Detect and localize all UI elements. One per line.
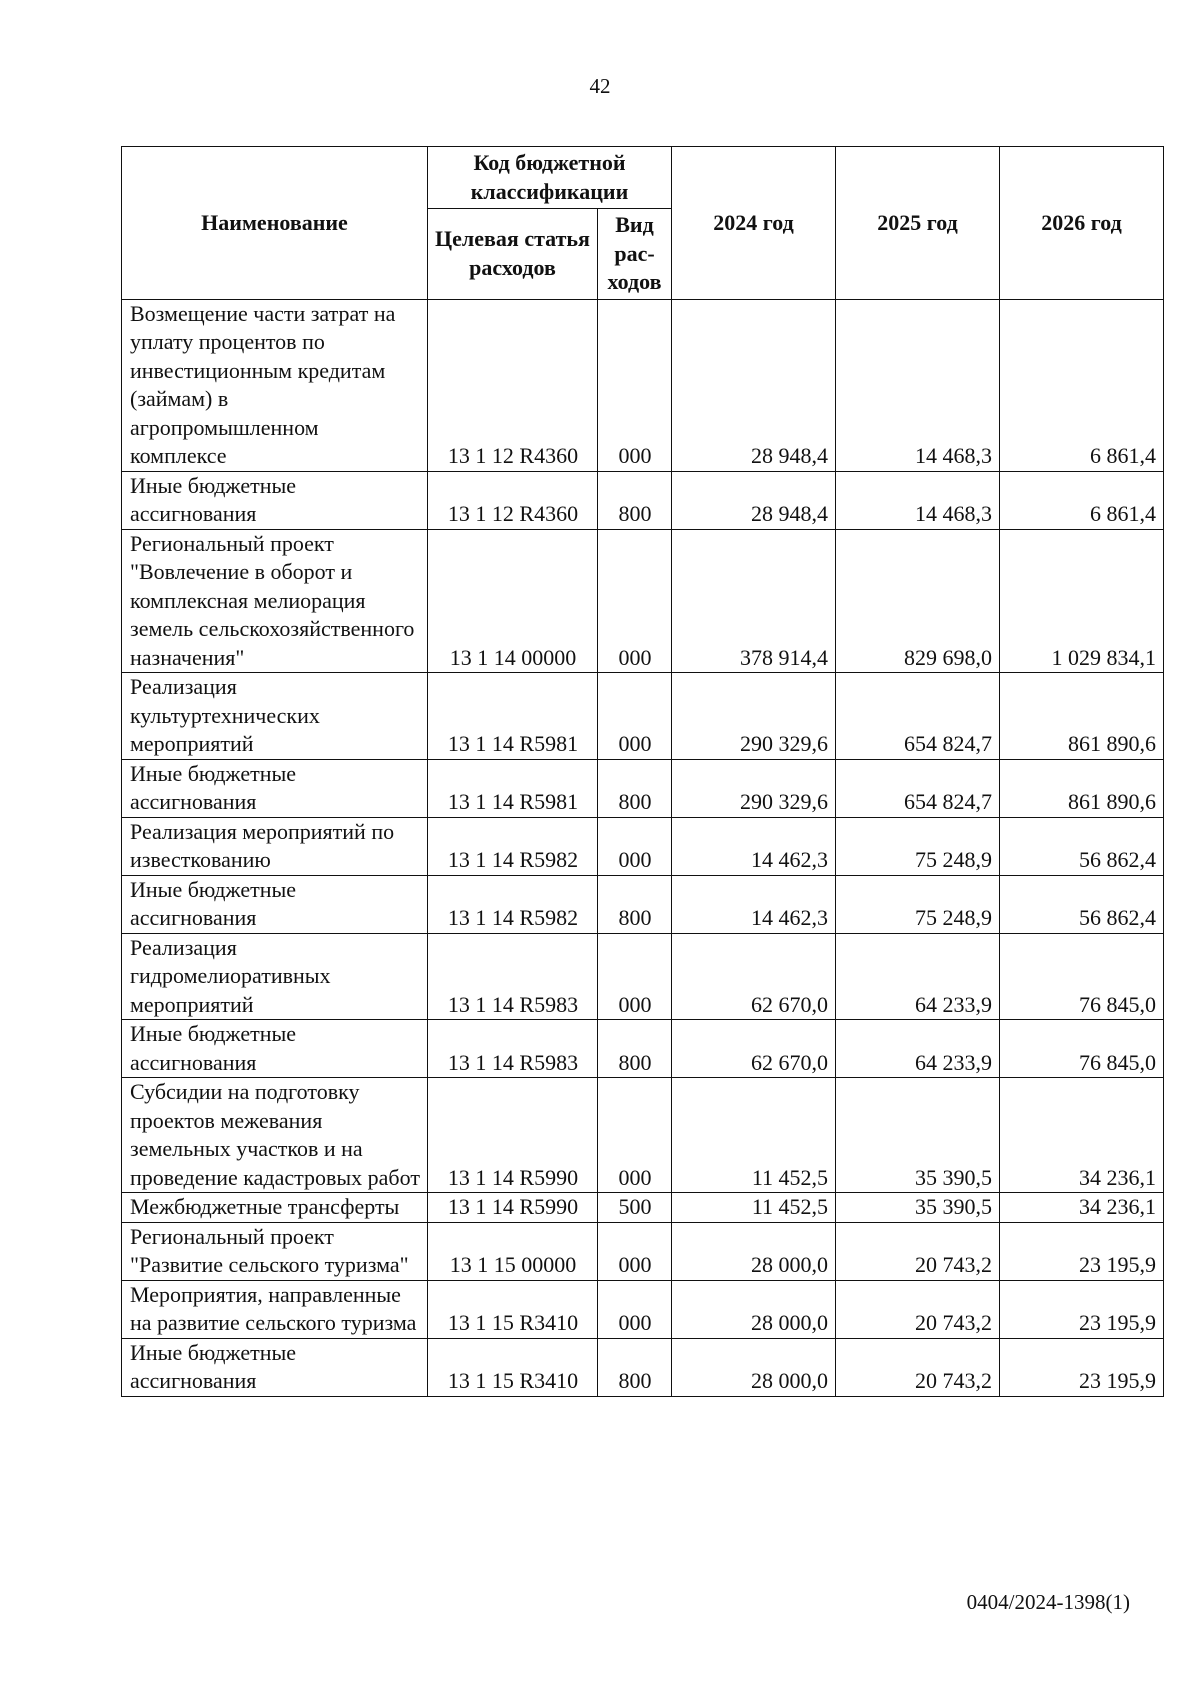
row-name: Региональный проект "Развитие сельского туризма" <box>122 1222 428 1280</box>
table-row <box>122 1280 1164 1338</box>
row-name: Мероприятия, направленные на развитие сельского туризма <box>122 1280 428 1338</box>
header-code-group: Код бюджетной классификации <box>428 147 672 209</box>
row-target-article: 13 1 12 R4360 <box>428 299 598 471</box>
row-expense-type: 000 <box>598 817 672 875</box>
row-name: Иные бюджетные ассигнования <box>122 875 428 933</box>
header-expense-type: Вид рас-ходов <box>598 209 672 300</box>
row-expense-type: 000 <box>598 1280 672 1338</box>
row-target-article: 13 1 14 00000 <box>428 529 598 673</box>
table-row <box>122 299 1164 471</box>
header-name: Наименование <box>122 147 428 300</box>
row-expense-type: 000 <box>598 673 672 760</box>
header-2025: 2025 год <box>836 147 1000 300</box>
table-row <box>122 1020 1164 1078</box>
row-target-article: 13 1 15 R3410 <box>428 1338 598 1396</box>
row-value-2026: 861 890,6 <box>1000 759 1164 817</box>
row-value-2025: 654 824,7 <box>836 759 1000 817</box>
row-value-2025: 14 468,3 <box>836 299 1000 471</box>
row-value-2024: 28 000,0 <box>672 1222 836 1280</box>
row-value-2024: 290 329,6 <box>672 673 836 760</box>
row-value-2026: 76 845,0 <box>1000 933 1164 1020</box>
row-value-2025: 75 248,9 <box>836 875 1000 933</box>
row-target-article: 13 1 14 R5982 <box>428 817 598 875</box>
row-value-2025: 35 390,5 <box>836 1193 1000 1223</box>
row-value-2026: 6 861,4 <box>1000 471 1164 529</box>
row-value-2025: 35 390,5 <box>836 1078 1000 1193</box>
header-2024: 2024 год <box>672 147 836 300</box>
row-target-article: 13 1 14 R5983 <box>428 1020 598 1078</box>
table-row <box>122 817 1164 875</box>
header-target-article: Целевая статья расходов <box>428 209 598 300</box>
table-row <box>122 759 1164 817</box>
row-target-article: 13 1 14 R5981 <box>428 673 598 760</box>
row-expense-type: 800 <box>598 875 672 933</box>
row-target-article: 13 1 12 R4360 <box>428 471 598 529</box>
table-row <box>122 1078 1164 1193</box>
row-name: Иные бюджетные ассигнования <box>122 759 428 817</box>
row-name: Межбюджетные трансферты <box>122 1193 428 1223</box>
row-expense-type: 800 <box>598 471 672 529</box>
row-name: Субсидии на подготовку проектов межевания земельных участков и на проведение кадастровых работ <box>122 1078 428 1193</box>
row-value-2026: 1 029 834,1 <box>1000 529 1164 673</box>
row-value-2025: 20 743,2 <box>836 1222 1000 1280</box>
row-target-article: 13 1 15 00000 <box>428 1222 598 1280</box>
row-name: Реализация культуртехнических мероприятий <box>122 673 428 760</box>
row-value-2026: 34 236,1 <box>1000 1193 1164 1223</box>
row-value-2024: 11 452,5 <box>672 1193 836 1223</box>
table-row <box>122 875 1164 933</box>
row-value-2024: 62 670,0 <box>672 1020 836 1078</box>
row-value-2024: 28 000,0 <box>672 1280 836 1338</box>
row-expense-type: 800 <box>598 1338 672 1396</box>
row-value-2024: 14 462,3 <box>672 875 836 933</box>
table-row <box>122 471 1164 529</box>
row-name: Реализация мероприятий по известкованию <box>122 817 428 875</box>
table-row <box>122 933 1164 1020</box>
row-expense-type: 800 <box>598 759 672 817</box>
page-number: 42 <box>589 74 611 98</box>
row-value-2026: 23 195,9 <box>1000 1280 1164 1338</box>
row-value-2024: 290 329,6 <box>672 759 836 817</box>
row-value-2024: 28 000,0 <box>672 1338 836 1396</box>
row-expense-type: 000 <box>598 1222 672 1280</box>
row-value-2026: 23 195,9 <box>1000 1338 1164 1396</box>
row-expense-type: 500 <box>598 1193 672 1223</box>
row-value-2024: 11 452,5 <box>672 1078 836 1193</box>
row-target-article: 13 1 14 R5990 <box>428 1193 598 1223</box>
table-row <box>122 1222 1164 1280</box>
row-value-2025: 75 248,9 <box>836 817 1000 875</box>
row-expense-type: 000 <box>598 529 672 673</box>
row-value-2026: 76 845,0 <box>1000 1020 1164 1078</box>
document-code: 0404/2024-1398(1) <box>966 1590 1130 1614</box>
row-value-2026: 861 890,6 <box>1000 673 1164 760</box>
row-name: Иные бюджетные ассигнования <box>122 1020 428 1078</box>
row-value-2025: 829 698,0 <box>836 529 1000 673</box>
row-value-2026: 34 236,1 <box>1000 1078 1164 1193</box>
row-value-2025: 20 743,2 <box>836 1338 1000 1396</box>
row-expense-type: 000 <box>598 299 672 471</box>
row-value-2024: 62 670,0 <box>672 933 836 1020</box>
row-value-2025: 64 233,9 <box>836 1020 1000 1078</box>
table-row <box>122 1193 1164 1223</box>
row-value-2025: 14 468,3 <box>836 471 1000 529</box>
row-value-2026: 56 862,4 <box>1000 817 1164 875</box>
row-value-2024: 14 462,3 <box>672 817 836 875</box>
row-target-article: 13 1 14 R5983 <box>428 933 598 1020</box>
row-value-2024: 28 948,4 <box>672 299 836 471</box>
row-value-2025: 654 824,7 <box>836 673 1000 760</box>
row-value-2026: 23 195,9 <box>1000 1222 1164 1280</box>
row-target-article: 13 1 14 R5982 <box>428 875 598 933</box>
row-name: Региональный проект "Вовлечение в оборот и комплексная мелиорация земель сельскохозяйственного назначения" <box>122 529 428 673</box>
row-expense-type: 800 <box>598 1020 672 1078</box>
budget-table <box>121 146 1164 1397</box>
header-2026: 2026 год <box>1000 147 1164 300</box>
row-name: Иные бюджетные ассигнования <box>122 1338 428 1396</box>
row-value-2025: 20 743,2 <box>836 1280 1000 1338</box>
row-expense-type: 000 <box>598 1078 672 1193</box>
row-value-2024: 378 914,4 <box>672 529 836 673</box>
table-row <box>122 529 1164 673</box>
row-name: Иные бюджетные ассигнования <box>122 471 428 529</box>
row-name: Возмещение части затрат на уплату процентов по инвестиционным кредитам (займам) в агропромышленном комплексе <box>122 299 428 471</box>
row-value-2026: 6 861,4 <box>1000 299 1164 471</box>
table-row <box>122 1338 1164 1396</box>
row-target-article: 13 1 14 R5981 <box>428 759 598 817</box>
row-expense-type: 000 <box>598 933 672 1020</box>
row-value-2025: 64 233,9 <box>836 933 1000 1020</box>
row-name: Реализация гидромелиоративных мероприятий <box>122 933 428 1020</box>
row-target-article: 13 1 15 R3410 <box>428 1280 598 1338</box>
row-target-article: 13 1 14 R5990 <box>428 1078 598 1193</box>
row-value-2024: 28 948,4 <box>672 471 836 529</box>
row-value-2026: 56 862,4 <box>1000 875 1164 933</box>
table-row <box>122 673 1164 760</box>
